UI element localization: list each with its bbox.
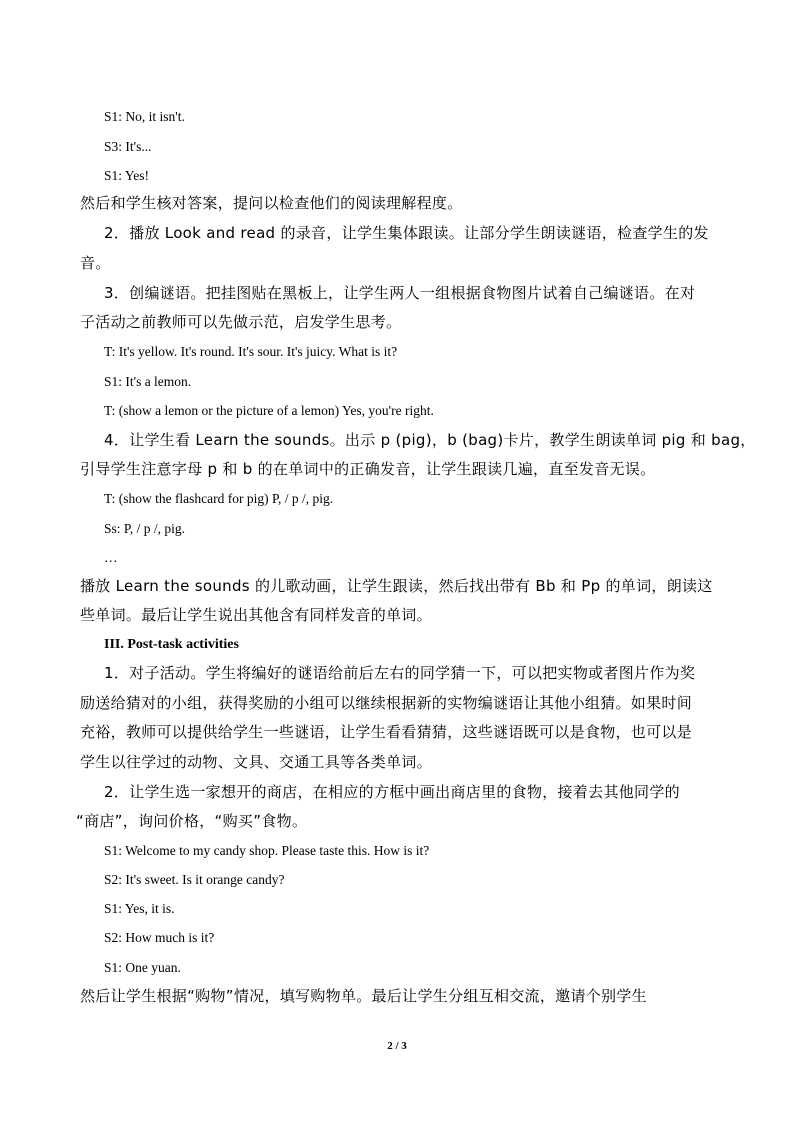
dialogue-line: S1: Welcome to my candy shop. Please taste this. How is it? — [104, 843, 430, 858]
dialogue-line: Ss: P, / p /, pig. — [104, 521, 186, 536]
section-heading: III. Post-task activities — [104, 637, 239, 652]
dialogue-line: S2: It's sweet. Is it orange candy? — [104, 872, 285, 887]
paragraph-line: “商店”，询问价格，“购买”食物。 — [76, 812, 308, 830]
paragraph-line: 播放 Learn the sounds 的儿歌动画，让学生跟读，然后找出带有 Bb 和 Pp 的单词，朗读这 — [80, 577, 713, 595]
paragraph-line: 励送给猜对的小组，获得奖励的小组可以继续根据新的实物编谜语让其他小组猜。如果时间 — [80, 694, 693, 712]
paragraph-line: 2．播放 Look and read 的录音，让学生集体跟读。让部分学生朗读谜语，检查学生的发 — [104, 224, 709, 242]
paragraph-line: 4．让学生看 Learn the sounds。出示 p (pig)，b (bag)卡片，教学生朗读单词 pig 和 bag， — [104, 431, 756, 449]
dialogue-line: T: (show a lemon or the picture of a lemon) Yes, you're right. — [104, 403, 434, 418]
paragraph-line: 充裕，教师可以提供给学生一些谜语，让学生看看猜猜，这些谜语既可以是食物，也可以是 — [80, 723, 693, 741]
dialogue-line: S1: No, it isn't. — [104, 109, 185, 124]
ellipsis: … — [104, 550, 118, 565]
dialogue-line: T: It's yellow. It's round. It's sour. It's juicy. What is it? — [104, 344, 398, 359]
paragraph-line: 音。 — [80, 254, 111, 272]
paragraph-line: 些单词。最后让学生说出其他含有同样发音的单词。 — [80, 606, 432, 624]
page-number: 2 / 3 — [387, 1040, 407, 1052]
paragraph-line: 然后和学生核对答案，提问以检查他们的阅读理解程度。 — [80, 194, 463, 212]
dialogue-line: S1: Yes! — [104, 168, 150, 183]
paragraph-line: 3．创编谜语。把挂图贴在黑板上，让学生两人一组根据食物图片试着自己编谜语。在对 — [104, 284, 696, 302]
paragraph-line: 学生以往学过的动物、文具、交通工具等各类单词。 — [80, 753, 432, 771]
dialogue-line: S2: How much is it? — [104, 930, 215, 945]
dialogue-line: S1: One yuan. — [104, 960, 181, 975]
dialogue-line: T: (show the flashcard for pig) P, / p /, pig. — [104, 491, 334, 506]
paragraph-line: 2．让学生选一家想开的商店，在相应的方框中画出商店里的食物，接着去其他同学的 — [104, 783, 680, 801]
paragraph-line: 引导学生注意字母 p 和 b 的在单词中的正确发音，让学生跟读几遍，直至发音无误。 — [80, 460, 656, 478]
paragraph-line: 子活动之前教师可以先做示范，启发学生思考。 — [80, 313, 402, 331]
dialogue-line: S1: Yes, it is. — [104, 901, 175, 916]
paragraph-line: 1．对子活动。学生将编好的谜语给前后左右的同学猜一下，可以把实物或者图片作为奖 — [104, 664, 696, 682]
paragraph-line: 然后让学生根据“购物”情况，填写购物单。最后让学生分组互相交流，邀请个别学生 — [80, 987, 647, 1005]
dialogue-line: S1: It's a lemon. — [104, 374, 192, 389]
dialogue-line: S3: It's... — [104, 139, 152, 154]
